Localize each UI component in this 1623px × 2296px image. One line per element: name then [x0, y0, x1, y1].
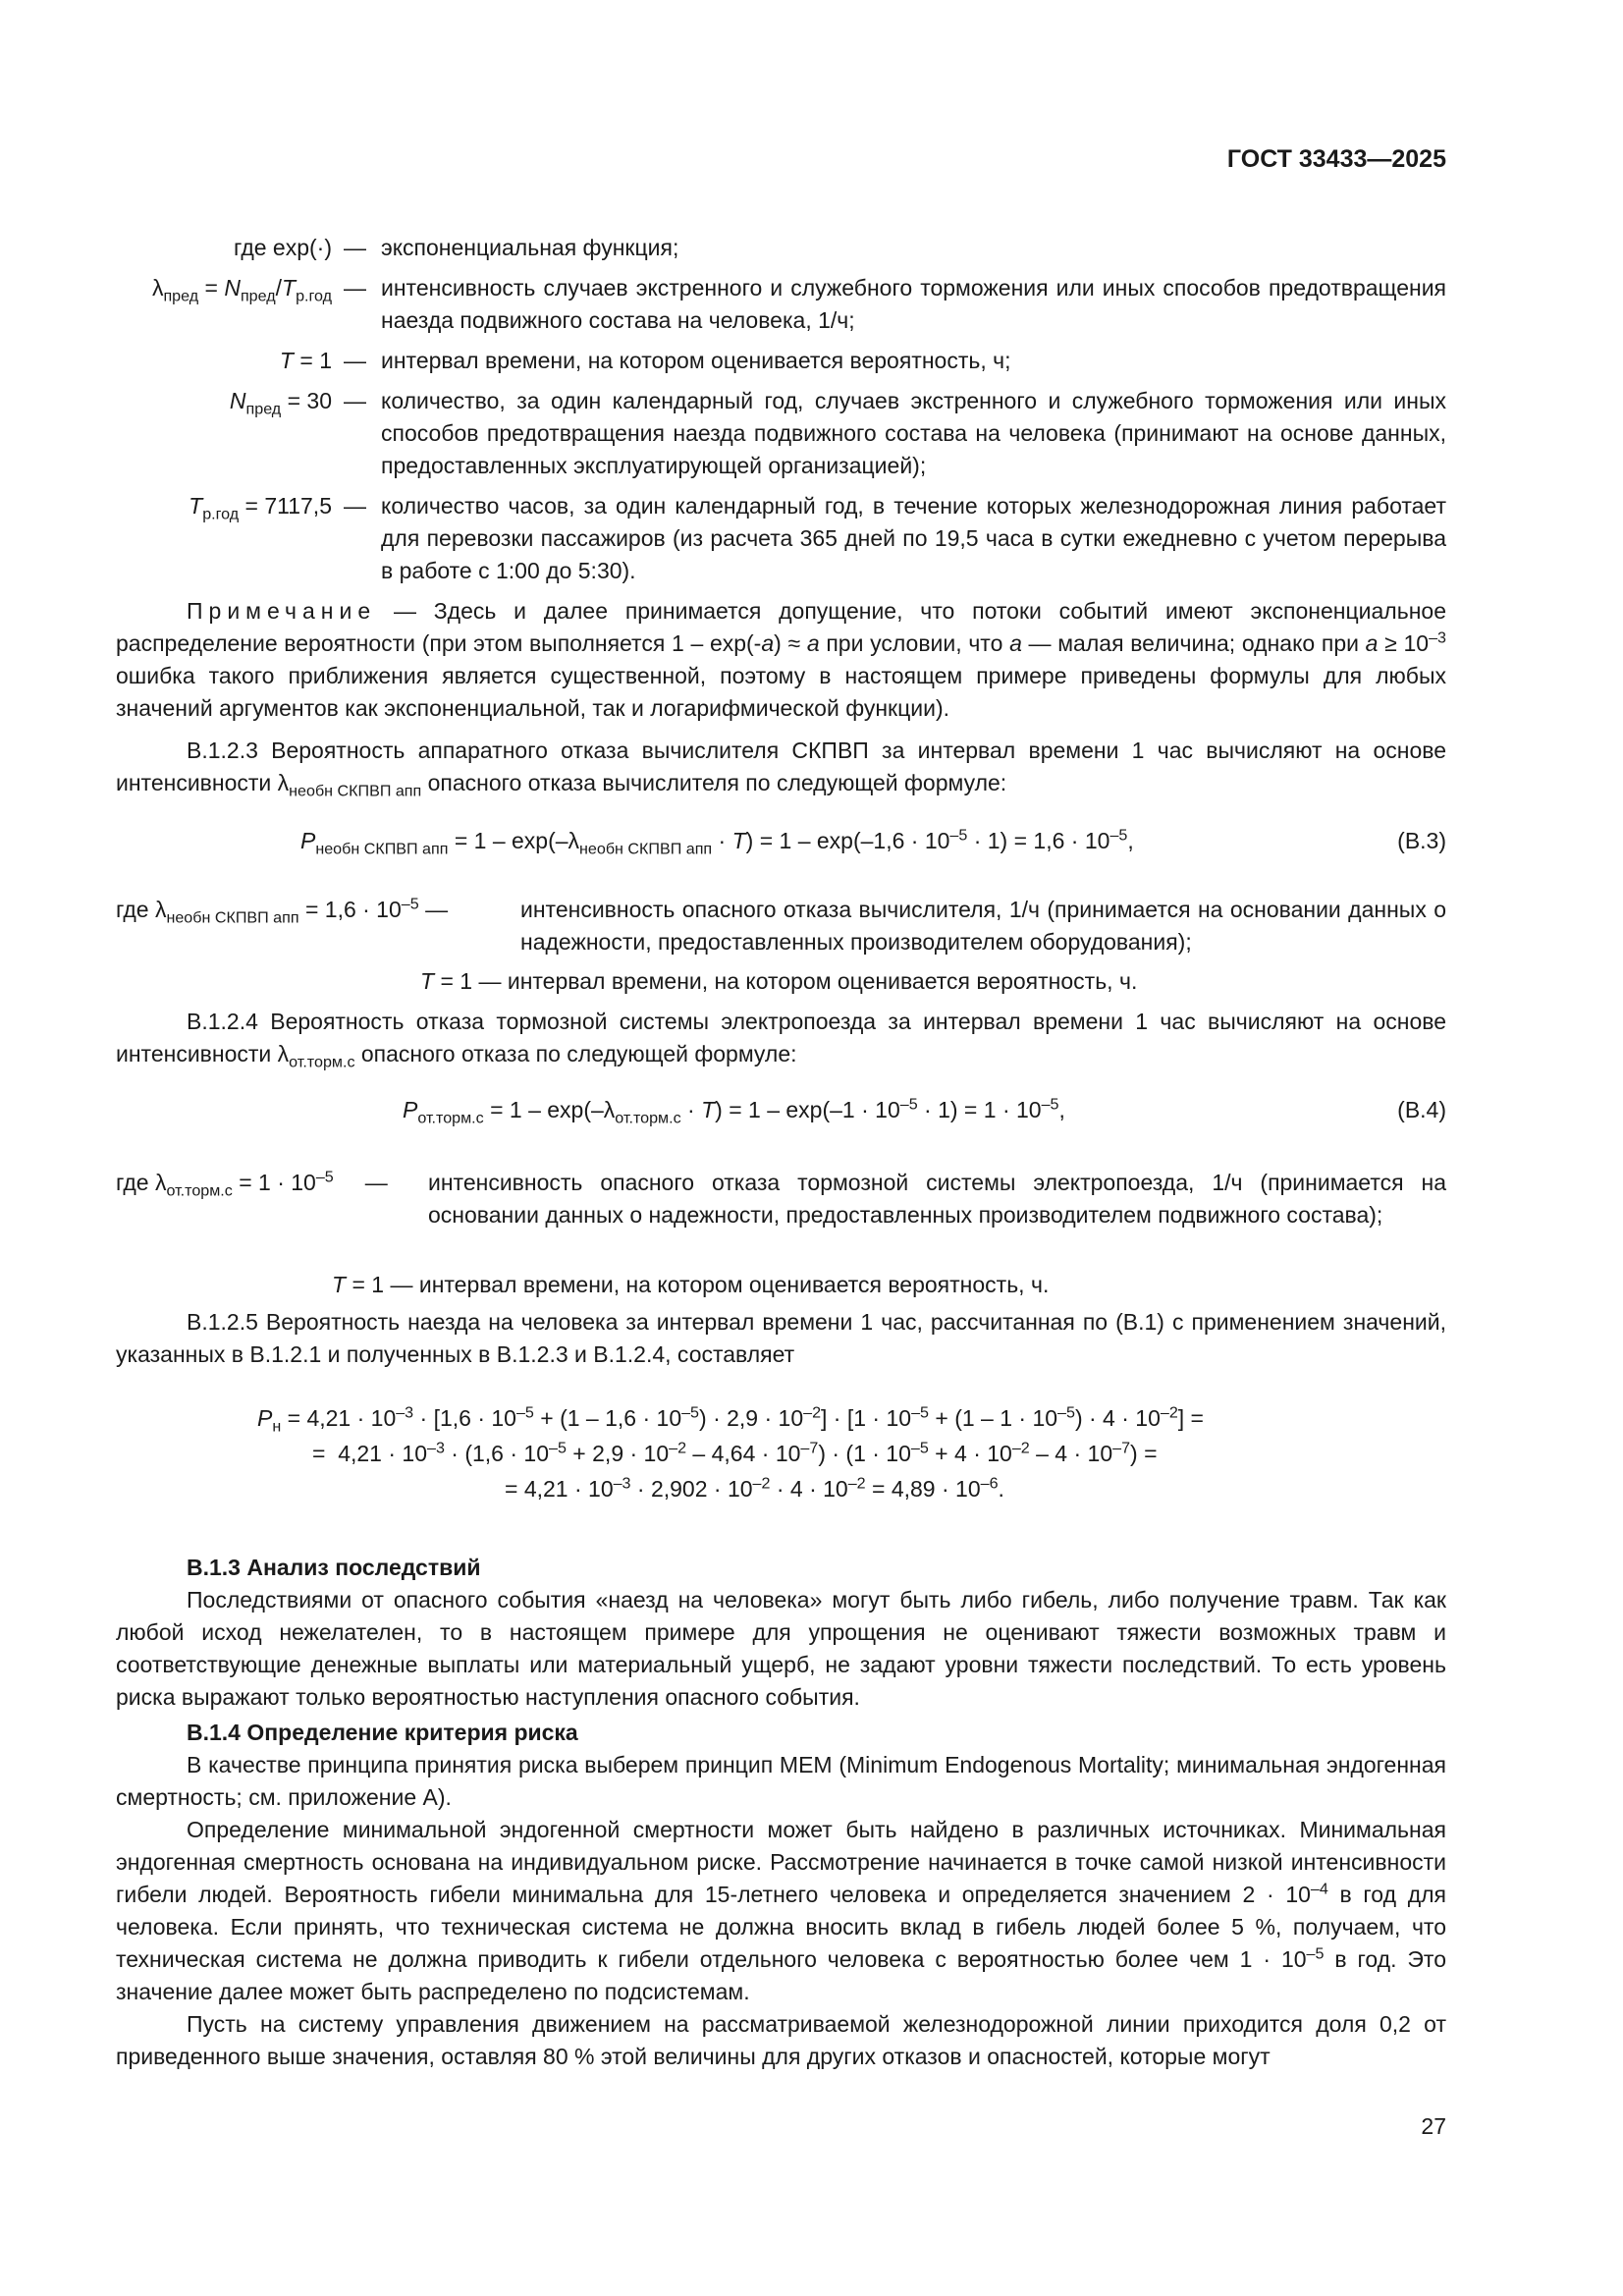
clause-b124 [116, 1006, 1446, 1070]
definitions-b3 [116, 894, 1446, 958]
section-b14-p3: Пусть на систему управления движением на рассматриваемой железнодорожной линии приходится доля 0,2 от приведенного выше значения, оставляя 80 % этой величины для других отказов и опасностей, которые могут [116, 2011, 1446, 2069]
clause-b125 [116, 1306, 1446, 1371]
definition-desc: интервал времени, на котором оценивается вероятность, ч; [381, 348, 1011, 373]
formula-b3-expr: $P_{необн СКПВП апп} = 1 - \exp(-\lambda_{необн СКПВП апп} \cdot T) = 1 - \exp(-1,6 \cdot 10^{-5} \cdot 1) = 1,6 \cdot 10^{-5}$, [300, 826, 1134, 858]
definition-term: $T_{р.год} = 7117,5$ [189, 493, 332, 523]
clause-b123 [116, 735, 1446, 799]
definition-desc: интенсивность опасного отказа тормозной системы электропоезда, 1/ч (принимается на основании данных о надежности, предоставленных производителем подвижного состава); [428, 1170, 1446, 1228]
definition-row [116, 345, 1446, 377]
definition-desc: количество, за один календарный год, случаев экстренного и служебного торможения или иных способов предотвращения наезда подвижного состава на человека (принимают на основе данных, предоставленных эксплуатирующей организацией); [381, 388, 1446, 478]
clause-b124-text: В.1.2.4 Вероятность отказа тормозной системы электропоезда за интервал времени 1 час вычисляют на основе интенсивности $\lambda_{от.торм.с}$ опасного отказа по следующей формуле: [116, 1009, 1446, 1071]
formula-pn-line-2: = $4,21 \cdot 10^{-3} \cdot (1,6 \cdot 10^{-5} + 2,9 \cdot 10^{-2} - 4,64 \cdot 10^{-7}) \cdot (1 \cdot 10^{-5} + 4 \cdot 10^{-2} - 4 \cdot 10^{-7})$ = [312, 1439, 1158, 1466]
definitions-list [116, 232, 1446, 595]
section-b13-text: Последствиями от опасного события «наезд на человека» могут быть либо гибель, либо получение травм. Так как любой исход нежелателен, то в настоящем примере для упрощения не оценивают тяжести возможных травм и соответствующие денежные выплаты или материальный ущерб, не задают уровни тяжести последствий. То есть уровень риска выражают только вероятностью наступления опасного события. [116, 1587, 1446, 1710]
definition-desc: экспоненциальная функция; [381, 235, 679, 260]
section-b14-p1: В качестве принципа принятия риска выберем принцип MEM (Minimum Endogenous Mortality; минимальная эндогенная смертность; см. приложение А). [116, 1752, 1446, 1810]
note-text: — Здесь и далее принимается допущение, что потоки событий имеют экспоненциальное распределение вероятности (при этом выполняется 1 – exp(-a) ≈ a при условии, что a — малая величина; однако при $a \ge 10^{-3}$ ошибка такого приближения является существенной, поэтому в настоящем примере приведены формулы для любых значений аргументов как экспоненциальной, так и логарифмической функции). [116, 598, 1446, 721]
formula-b3 [116, 825, 1446, 858]
note-paragraph [116, 595, 1446, 725]
section-b13 [116, 1552, 1446, 1714]
definition-dash: — [344, 493, 366, 519]
definition-t-b4: T = 1 — интервал времени, на котором оценивается вероятность, ч. [332, 1272, 1050, 1297]
definition-term: $\lambda_{пред} = N_{пред}/T_{р.год}$ [151, 275, 332, 305]
definition-row [116, 272, 1446, 337]
definition-row [116, 232, 1446, 264]
definition-row [116, 1167, 1446, 1231]
definition-term: где $\lambda_{от.торм.с} = 1 \cdot 10^{-5}$ — [116, 1168, 388, 1200]
definition-term: где exp(·) [233, 235, 332, 260]
formula-b4 [116, 1094, 1446, 1127]
definition-dash: — [344, 235, 366, 260]
formula-b4-expr: $P_{от.торм.с} = 1 - \exp(-\lambda_{от.торм.с} \cdot T) = 1 - \exp(-1 \cdot 10^{-5} \cdot 1) = 1 \cdot 10^{-5}$, [403, 1095, 1065, 1127]
clause-b125-text: В.1.2.5 Вероятность наезда на человека за интервал времени 1 час, рассчитанная по (В.1) с применением значений, указанных в В.1.2.1 и полученных в В.1.2.3 и В.1.2.4, составляет [116, 1309, 1446, 1367]
definition-t-b3: T = 1 — интервал времени, на котором оценивается вероятность, ч. [420, 968, 1138, 994]
definition-dash: — [344, 388, 366, 413]
section-b14-p2: Определение минимальной эндогенной смертности может быть найдено в различных источниках. Минимальная эндогенная смертность основана на индивидуальном риске. Рассмотрение начинается в точке самой низкой интенсивности гибели людей. Вероятность гибели минимальна для 15-летнего человека и определяется значением $2 \cdot 10^{-4}$ в год для человека. Если принять, что техническая система не должна вносить вклад в гибель людей более 5 %, получаем, что техническая система не должна приводить к гибели отдельного человека с вероятностью более чем $1 \cdot 10^{-5}$ в год. Это значение далее может быть распределено по подсистемам. [116, 1817, 1447, 2004]
definitions-b4 [116, 1167, 1446, 1231]
section-b14-title: В.1.4 Определение критерия риска [187, 1720, 578, 1745]
section-b14 [116, 1717, 1446, 2073]
definition-term: T = 1 [279, 348, 332, 373]
definition-desc: интенсивность опасного отказа вычислителя, 1/ч (принимается на основании данных о надежности, предоставленных производителем оборудования); [520, 897, 1446, 955]
definition-dash: — [344, 275, 366, 301]
definition-row [116, 385, 1446, 482]
definition-term: $N_{пред} = 30$ [229, 388, 332, 418]
formula-pn-line-1: $P_н = 4,21 \cdot 10^{-3} \cdot [1,6 \cdot 10^{-5} + (1 - 1,6 \cdot 10^{-5}) \cdot 2,9 \cdot 10^{-2}] \cdot [1 \cdot 10^{-5} + (1 - 1 \cdot 10^{-5}) \cdot 4 \cdot 10^{-2}]$ = [257, 1403, 1204, 1436]
document-header: ГОСТ 33433—2025 [1226, 145, 1446, 173]
definition-row [116, 894, 1446, 958]
formula-pn-line-3: = $4,21 \cdot 10^{-3} \cdot 2,902 \cdot 10^{-2} \cdot 4 \cdot 10^{-2} = 4,89 \cdot 10^{-6}$. [505, 1474, 1004, 1502]
definition-dash: — [344, 348, 366, 373]
formula-b4-number: (В.4) [1397, 1097, 1446, 1122]
definition-desc: количество часов, за один календарный год, в течение которых железнодорожная линия работает для перевозки пассажиров (из расчета 365 дней по 19,5 часа в сутки ежедневно с учетом перерыва в работе с 1:00 до 5:30). [381, 493, 1446, 583]
definition-desc: интенсивность случаев экстренного и служебного торможения или иных способов предотвращения наезда подвижного состава на человека, 1/ч; [381, 275, 1446, 333]
formula-b3-number: (В.3) [1397, 828, 1446, 853]
definition-row [116, 490, 1446, 587]
page-number: 27 [1421, 2113, 1446, 2139]
clause-b123-text: В.1.2.3 Вероятность аппаратного отказа вычислителя СКПВП за интервал времени 1 час вычисляют на основе интенсивности $\lambda_{необн СКПВП апп}$ опасного отказа вычислителя по следующей формуле: [116, 738, 1446, 800]
note-label: Примечание [187, 598, 377, 624]
definition-term: где $\lambda_{необн СКПВП апп} = 1,6 \cdot 10^{-5}$ — [116, 895, 449, 927]
section-b13-title: В.1.3 Анализ последствий [187, 1555, 481, 1580]
